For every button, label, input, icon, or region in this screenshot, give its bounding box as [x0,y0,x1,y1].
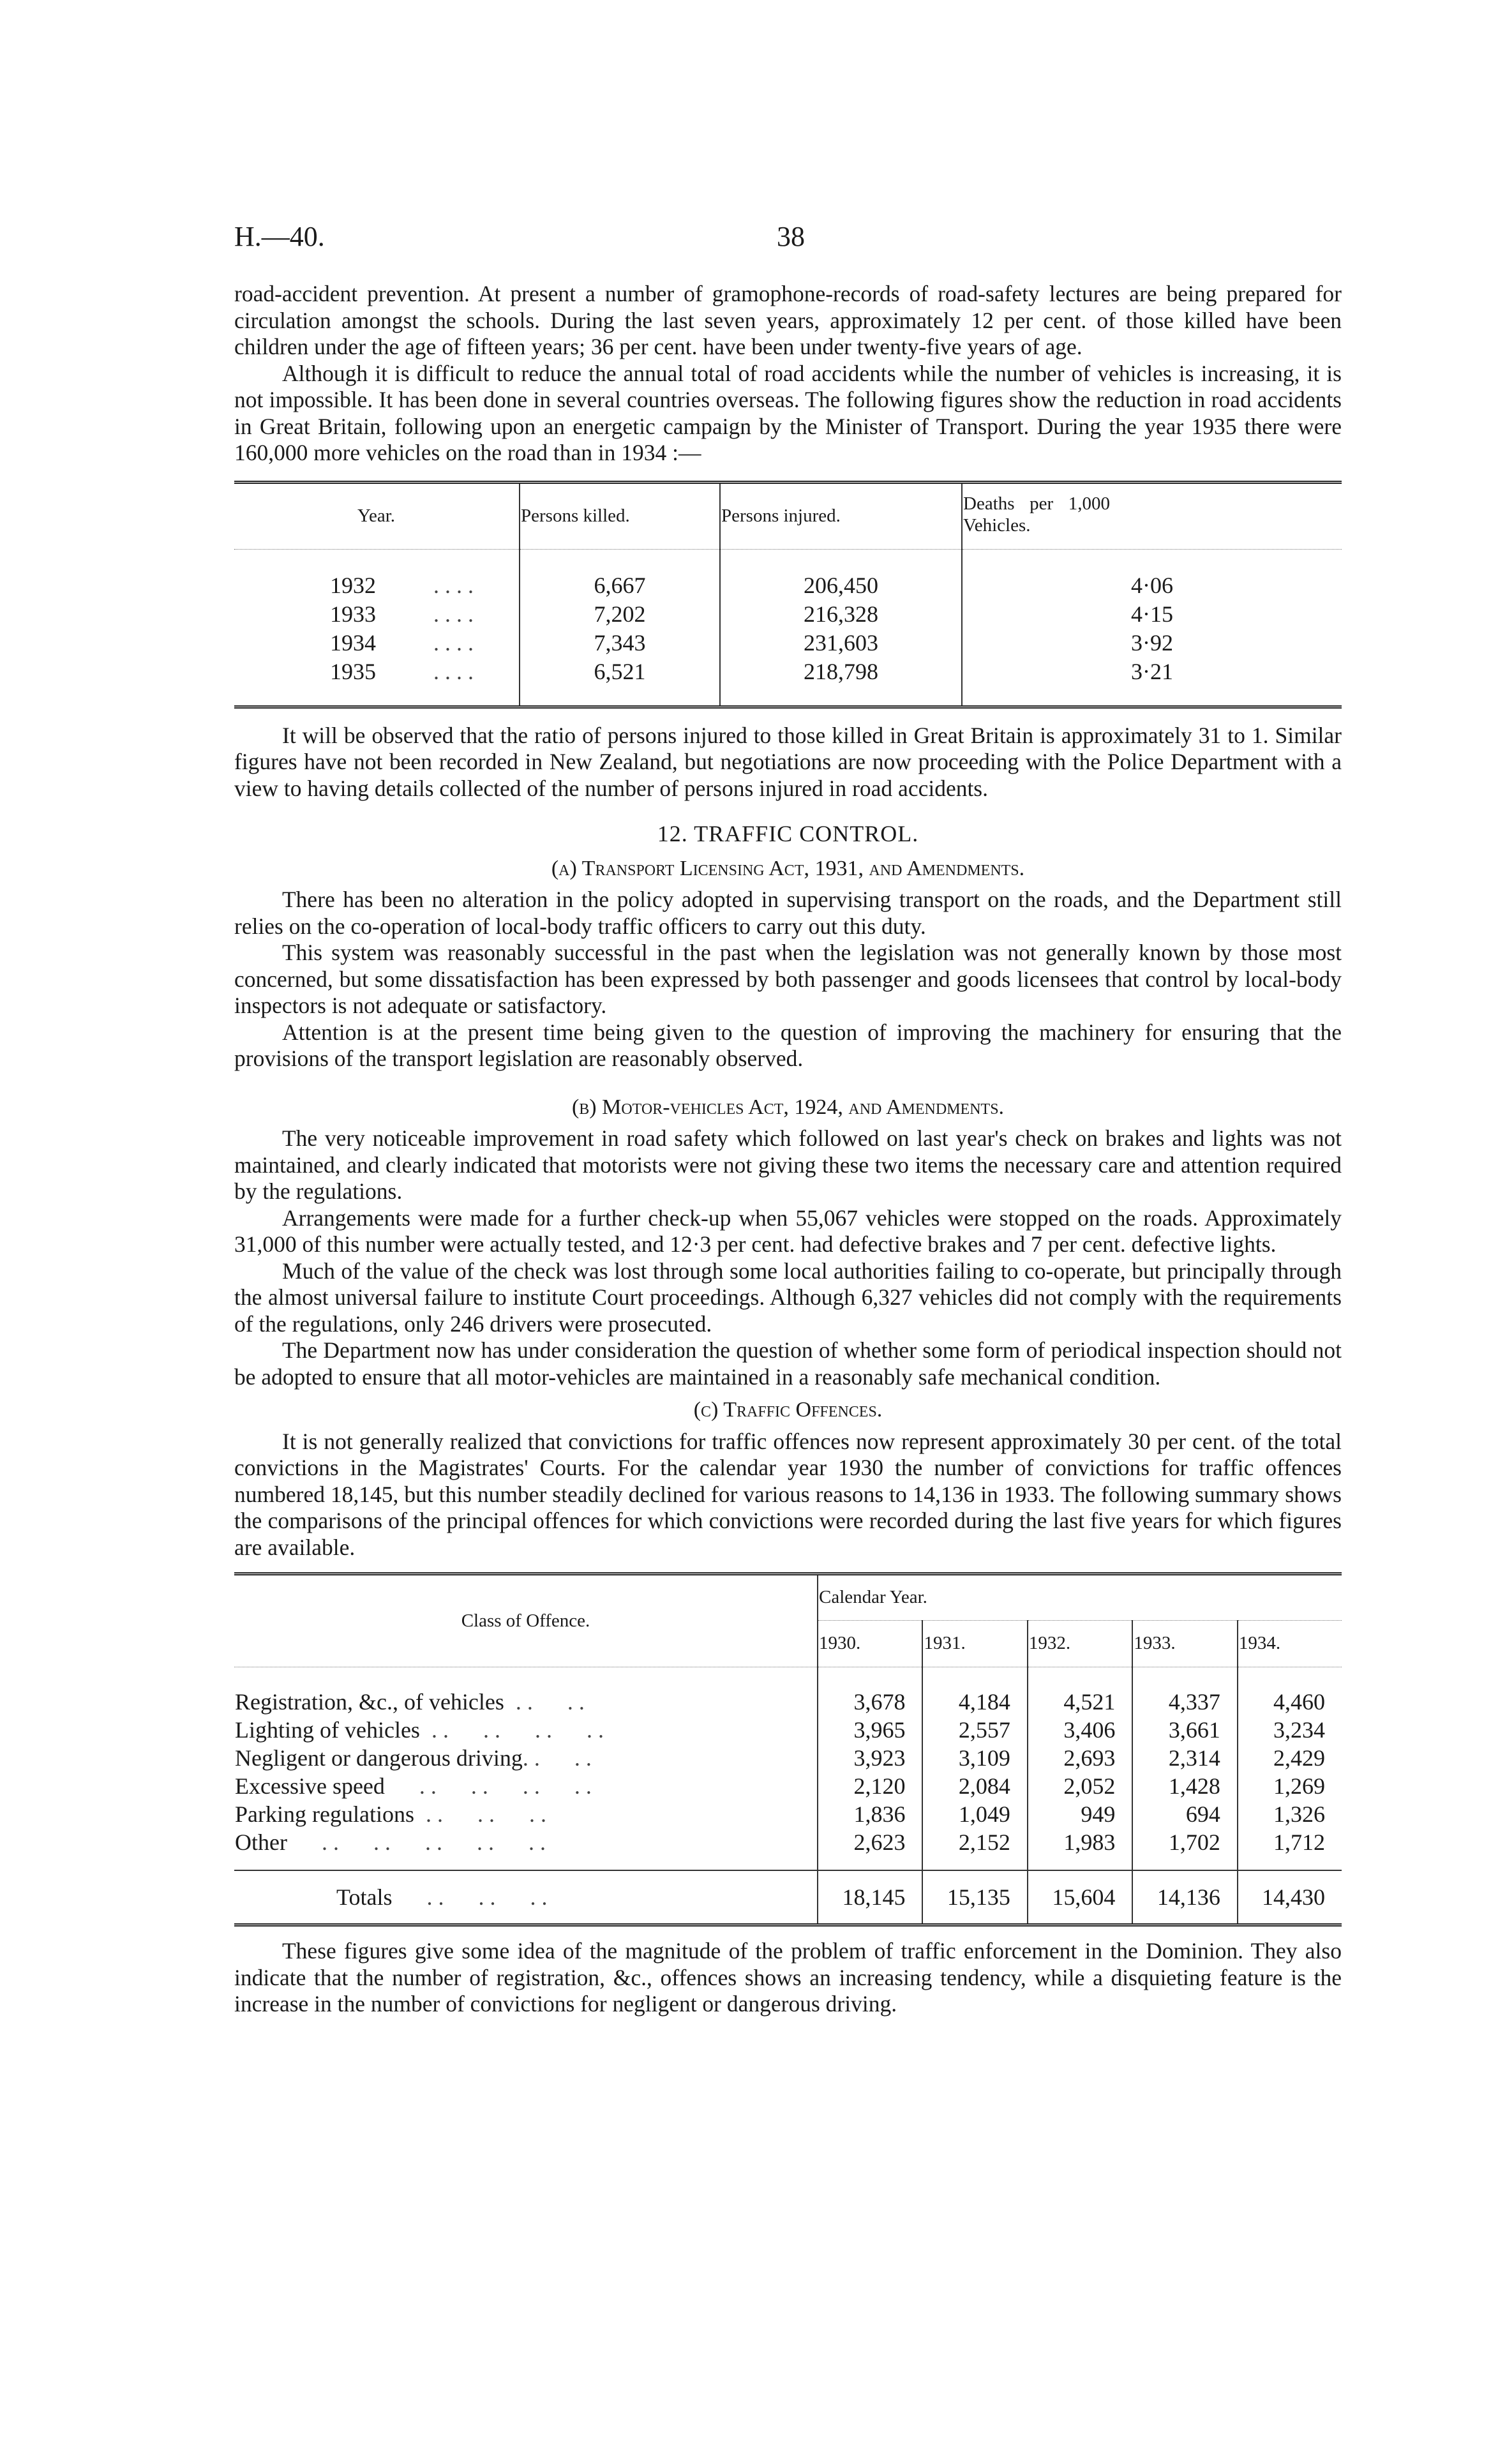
value-cell: 1,836 [818,1800,922,1828]
page-number: 38 [777,221,805,252]
value-cell: 2,429 [1238,1744,1342,1772]
table-row [234,1688,1342,1716]
column-header-killed: Persons killed. [520,482,720,549]
value-cell: 1,702 [1132,1828,1237,1856]
page-header [234,220,1342,259]
value-cell: 3,406 [1028,1716,1132,1744]
paragraph: These figures give some idea of the magnitude of the problem of traffic enforcement in the Dominion. They also indicate that the number of registration, &c., offences shows an increasing tendency, while a disquieting feature is the increase in the number of convictions for negligent or dangerous driving. [234,1938,1342,2017]
table-row [234,629,1342,657]
totals-row [234,1870,1342,1925]
value-cell: 2,052 [1028,1772,1132,1800]
value-cell: 1,269 [1238,1772,1342,1800]
injured-cell: 206,450 [720,571,962,600]
paragraph: There has been no alteration in the policy adopted in supervising transport on the roads, and the Department still relies on the co-operation of local-body traffic officers to carry out this duty. [234,887,1342,939]
injured-cell: 218,798 [720,657,962,686]
paragraph: Although it is difficult to reduce the annual total of road accidents while the number of vehicles is increasing, it is not impossible. It has been done in several countries overseas. The following figures show the reduction in road accidents in Great Britain, following upon an energetic campaign by the Minister of Transport. During the year 1935 there were 160,000 more vehicles on the road than in 1934 :— [234,360,1342,465]
injured-cell: 231,603 [720,629,962,657]
deaths-cell: 4·15 [962,600,1342,629]
value-cell: 1,712 [1238,1828,1342,1856]
column-header-1931: 1931. [922,1621,1027,1667]
totals-label: Totals [336,1884,393,1910]
value-cell: 3,661 [1132,1716,1237,1744]
value-cell: 694 [1132,1800,1237,1828]
offence-label: Excessive speed [235,1773,385,1799]
year-cell: 1934 [330,629,376,656]
offence-label: Lighting of vehicles [235,1717,420,1743]
leader-dots: . . . . . . . . . . [287,1829,546,1855]
leader-dots: . . . . [522,1745,592,1771]
subsection-title-a: (a) Transport Licensing Act, 1931, and Amendments. [551,856,1025,880]
value-cell: 3,965 [818,1716,922,1744]
value-cell: 4,521 [1028,1688,1132,1716]
value-cell: 4,337 [1132,1688,1237,1716]
killed-cell: 7,202 [520,600,720,629]
section-title: 12. TRAFFIC CONTROL. [657,821,919,846]
total-cell: 15,135 [922,1870,1027,1925]
paragraph: This system was reasonably successful in the past when the legislation was not generally known by those most concerned, but some dissatisfaction has been expressed by both passenger and goods licensees that control by local-body inspectors is not adequate or satisfactory. [234,940,1342,1018]
subsection-title-b: (b) Motor-vehicles Act, 1924, and Amendments. [571,1095,1005,1119]
column-header-1932: 1932. [1028,1621,1132,1667]
value-cell: 2,152 [922,1828,1027,1856]
value-cell: 949 [1028,1800,1132,1828]
offence-label: Registration, &c., of vehicles [235,1689,504,1715]
total-cell: 14,136 [1132,1870,1237,1925]
total-cell: 15,604 [1028,1870,1132,1925]
year-cell: 1933 [330,601,376,627]
injured-cell: 216,328 [720,600,962,629]
leader-dots: . . . . . . [414,1801,546,1827]
leader-dots: . . . . . . . . [384,1773,592,1799]
table-row [234,571,1342,600]
deaths-header-text: Deaths per 1,000 Vehicles. [963,493,1110,536]
column-header-injured: Persons injured. [720,482,962,549]
table-row [234,1772,1342,1800]
value-cell: 2,557 [922,1716,1027,1744]
value-cell: 3,678 [818,1688,922,1716]
table-row [234,600,1342,629]
leader-dots: . . . . [433,572,474,598]
column-header-1930: 1930. [818,1621,922,1667]
value-cell: 3,234 [1238,1716,1342,1744]
column-header-1934: 1934. [1238,1621,1342,1667]
killed-cell: 6,667 [520,571,720,600]
column-header-1933: 1933. [1132,1621,1237,1667]
deaths-cell: 3·92 [962,629,1342,657]
value-cell: 2,693 [1028,1744,1132,1772]
leader-dots: . . . . [433,601,474,627]
paragraph: It is not generally realized that convictions for traffic offences now represent approximately 30 per cent. of the total convictions in the Magistrates' Courts. For the calendar year 1930 the number of convictions for traffic offences numbered 18,145, but this number steadily declined for various reasons to 14,136 in 1933. The following summary shows the comparisons of the principal offences for which convictions were recorded during the last five years for which figures are available. [234,1428,1342,1560]
value-cell: 1,983 [1028,1828,1132,1856]
column-header-year: Year. [234,482,520,549]
table-row [234,1800,1342,1828]
paragraph: The very noticeable improvement in road safety which followed on last year's check on brakes and lights was not maintained, and clearly indicated that motorists were not giving these two items the necessary care and attention required by the regulations. [234,1125,1342,1204]
year-cell: 1932 [330,572,376,598]
value-cell: 2,314 [1132,1744,1237,1772]
value-cell: 2,623 [818,1828,922,1856]
value-cell: 1,049 [922,1800,1027,1828]
killed-cell: 7,343 [520,629,720,657]
paragraph: road-accident prevention. At present a number of gramophone-records of road-safety lectures are being prepared for circulation amongst the schools. During the last seven years, approximately 12 per cent. of those killed have been children under the age of fifteen years; 36 per cent. have been under twenty-five years of age. [234,281,1342,359]
value-cell: 4,184 [922,1688,1027,1716]
offence-label: Parking regulations [235,1801,414,1827]
table-row [234,1716,1342,1744]
value-cell: 2,084 [922,1772,1027,1800]
total-cell: 14,430 [1238,1870,1342,1925]
year-cell: 1935 [330,658,376,684]
deaths-cell: 3·21 [962,657,1342,686]
value-cell: 4,460 [1238,1688,1342,1716]
traffic-offences-table [234,1572,1342,1927]
table-row [234,1828,1342,1856]
table-row [234,657,1342,686]
leader-dots: . . . . [433,629,474,656]
offence-label: Other [235,1829,287,1855]
value-cell: 3,923 [818,1744,922,1772]
subsection-title-c: (c) Traffic Offences. [693,1398,883,1422]
column-header-calendar-year: Calendar Year. [818,1574,1342,1621]
total-cell: 18,145 [818,1870,922,1925]
value-cell: 1,326 [1238,1800,1342,1828]
killed-cell: 6,521 [520,657,720,686]
column-header-class: Class of Offence. [461,1610,590,1631]
table-row [234,1744,1342,1772]
value-cell: 3,109 [922,1744,1027,1772]
leader-dots: . . . . . . . . [419,1717,604,1743]
paragraph: Arrangements were made for a further check-up when 55,067 vehicles were stopped on the roads. Approximately 31,000 of this number were actually tested, and 12·3 per cent. had defective brakes and 7 per cent. defective lights. [234,1205,1342,1257]
value-cell: 1,428 [1132,1772,1237,1800]
document-reference: H.—40. [234,221,325,252]
paragraph: The Department now has under consideration the question of whether some form of periodical inspection should not be adopted to ensure that all motor-vehicles are maintained in a reasonably safe mechanical condition. [234,1337,1342,1390]
offence-label: Negligent or dangerous driving [235,1745,523,1771]
paragraph: It will be observed that the ratio of persons injured to those killed in Great Britain is approximately 31 to 1. Similar figures have not been recorded in New Zealand, but negotiations are now proceeding with the Police Department with a view to having details collected of the number of persons injured in road accidents. [234,722,1342,801]
leader-dots: . . . . [433,658,474,684]
deaths-cell: 4·06 [962,571,1342,600]
leader-dots: . . . . [504,1689,585,1715]
value-cell: 2,120 [818,1772,922,1800]
paragraph: Much of the value of the check was lost through some local authorities failing to co-operate, but principally through the almost universal failure to institute Court proceedings. Although 6,327 vehicles did not comply with the requirements of the regulations, only 246 drivers were prosecuted. [234,1258,1342,1337]
column-header-deaths [962,482,1342,549]
great-britain-accidents-table [234,481,1342,709]
leader-dots: . . . . . . [392,1884,548,1910]
paragraph: Attention is at the present time being given to the question of improving the machinery for ensuring that the provisions of the transport legislation are reasonably observed. [234,1019,1342,1071]
page-body [234,281,1342,2018]
